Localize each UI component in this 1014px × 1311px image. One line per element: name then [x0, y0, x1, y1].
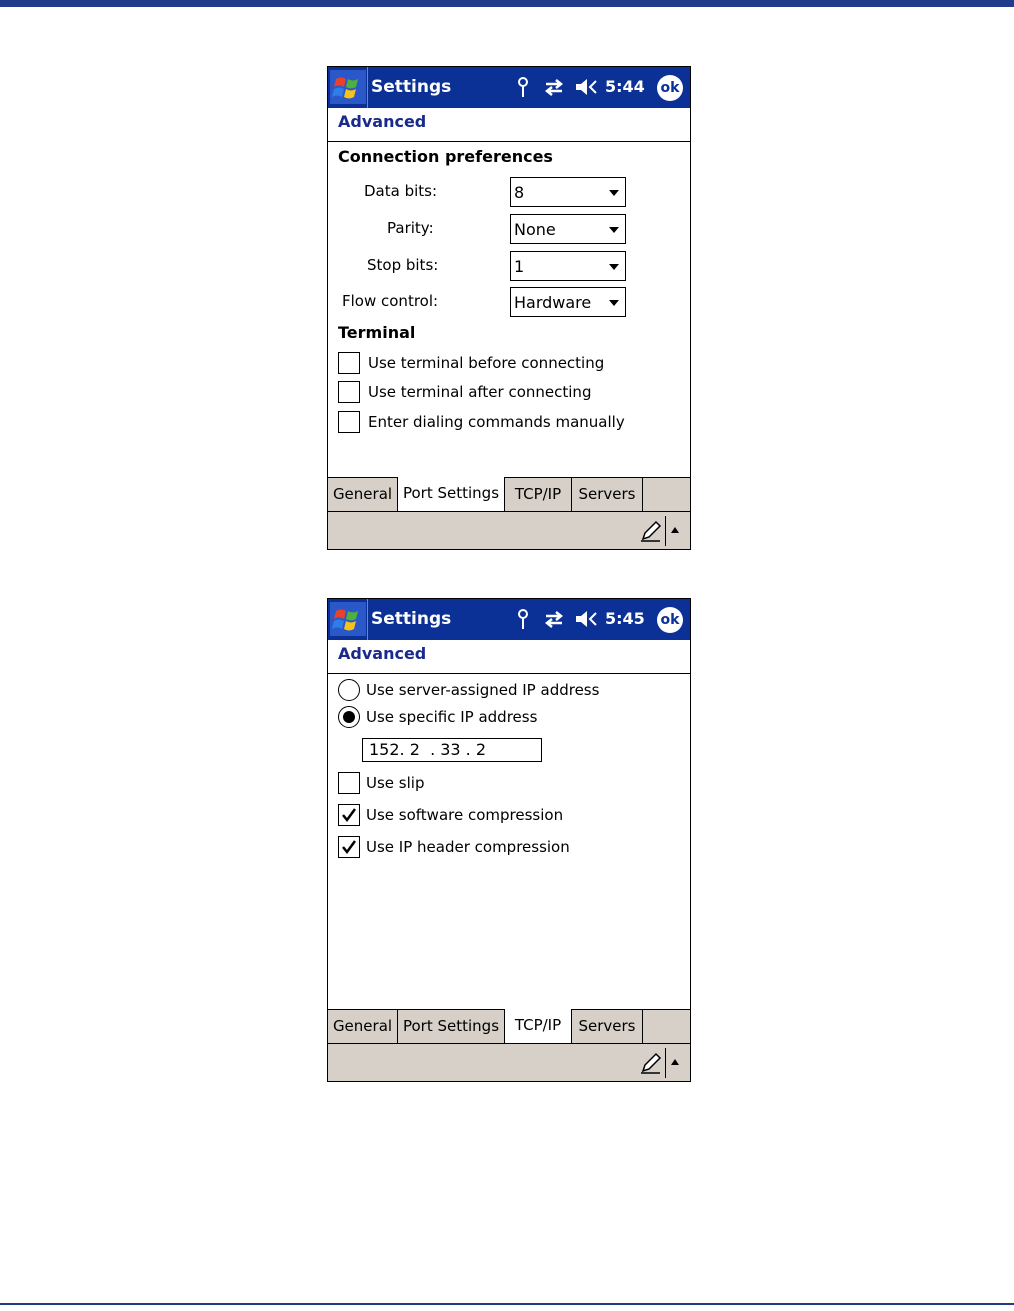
flow-control-value: Hardware	[514, 293, 592, 312]
ok-button[interactable]: ok	[657, 607, 683, 633]
device-screen-tcpip	[327, 598, 691, 1082]
speaker-muted-icon[interactable]	[574, 608, 600, 630]
tab-port-settings[interactable]: Port Settings	[398, 477, 505, 511]
input-menu-arrow-icon[interactable]	[671, 527, 679, 533]
specific-ip-radio[interactable]	[338, 706, 360, 728]
ip-header-compression-checkbox[interactable]	[338, 836, 360, 858]
tab-general[interactable]: General	[328, 478, 398, 511]
pen-input-icon[interactable]	[640, 1052, 662, 1074]
checkmark-icon	[339, 837, 359, 857]
tab-servers[interactable]: Servers	[572, 478, 643, 511]
flow-control-dropdown[interactable]	[510, 287, 626, 317]
software-compression-label: Use software compression	[366, 806, 564, 824]
ok-button[interactable]: ok	[657, 75, 683, 101]
tab-general[interactable]: General	[328, 1010, 398, 1043]
use-terminal-after-checkbox[interactable]	[338, 381, 360, 403]
windows-start-icon[interactable]	[330, 70, 366, 104]
chevron-down-icon	[609, 264, 619, 270]
menu-separator	[665, 1048, 666, 1078]
stop-bits-dropdown[interactable]	[510, 251, 626, 281]
radio-selected-dot	[343, 711, 355, 723]
antenna-icon[interactable]	[515, 608, 531, 630]
manual-dialing-label: Enter dialing commands manually	[368, 413, 625, 431]
tab-bar	[328, 1009, 690, 1043]
menu-bar	[328, 1043, 690, 1081]
data-bits-value: 8	[514, 183, 525, 202]
title-separator	[367, 67, 368, 108]
menu-bar	[328, 511, 690, 549]
tab-tcpip[interactable]: TCP/IP	[505, 478, 572, 511]
use-slip-label: Use slip	[366, 774, 425, 792]
clock[interactable]: 5:44	[605, 77, 645, 96]
software-compression-checkbox[interactable]	[338, 804, 360, 826]
terminal-heading: Terminal	[338, 323, 416, 342]
connectivity-icon[interactable]	[542, 608, 566, 630]
title-bar	[328, 67, 690, 108]
page-heading: Advanced	[338, 112, 427, 131]
server-assigned-ip-label: Use server-assigned IP address	[366, 681, 600, 699]
page-heading: Advanced	[338, 644, 427, 663]
ip-header-compression-label: Use IP header compression	[366, 838, 570, 856]
app-title: Settings	[371, 77, 452, 97]
use-terminal-before-label: Use terminal before connecting	[368, 354, 605, 372]
data-bits-dropdown[interactable]	[510, 177, 626, 207]
chevron-down-icon	[609, 190, 619, 196]
title-separator	[367, 599, 368, 640]
app-title: Settings	[371, 609, 452, 629]
parity-dropdown[interactable]	[510, 214, 626, 244]
page-top-rule	[0, 0, 1014, 7]
use-terminal-after-label: Use terminal after connecting	[368, 383, 592, 401]
manual-dialing-checkbox[interactable]	[338, 411, 360, 433]
heading-divider	[328, 673, 690, 674]
connection-preferences-heading: Connection preferences	[338, 147, 553, 166]
use-terminal-before-checkbox[interactable]	[338, 352, 360, 374]
specific-ip-label: Use specific IP address	[366, 708, 538, 726]
page-bottom-rule	[0, 1303, 1014, 1305]
use-slip-checkbox[interactable]	[338, 772, 360, 794]
menu-separator	[665, 516, 666, 546]
input-menu-arrow-icon[interactable]	[671, 1059, 679, 1065]
tab-tcpip[interactable]: TCP/IP	[505, 1009, 572, 1043]
tab-bar	[328, 477, 690, 511]
data-bits-label: Data bits:	[364, 182, 438, 200]
parity-value: None	[514, 220, 556, 239]
checkmark-icon	[339, 805, 359, 825]
antenna-icon[interactable]	[515, 76, 531, 98]
connectivity-icon[interactable]	[542, 76, 566, 98]
chevron-down-icon	[609, 227, 619, 233]
speaker-muted-icon[interactable]	[574, 76, 600, 98]
device-screen-port-settings	[327, 66, 691, 550]
tab-servers[interactable]: Servers	[572, 1010, 643, 1043]
clock[interactable]: 5:45	[605, 609, 645, 628]
stop-bits-value: 1	[514, 257, 525, 276]
flow-control-label: Flow control:	[342, 292, 439, 310]
chevron-down-icon	[609, 300, 619, 306]
ip-address-field[interactable]: 152. 2 . 33 . 2	[362, 738, 542, 762]
tab-port-settings[interactable]: Port Settings	[398, 1010, 505, 1043]
pen-input-icon[interactable]	[640, 520, 662, 542]
parity-label: Parity:	[387, 219, 434, 237]
windows-start-icon[interactable]	[330, 602, 366, 636]
server-assigned-ip-radio[interactable]	[338, 679, 360, 701]
heading-divider	[328, 141, 690, 142]
title-bar	[328, 599, 690, 640]
stop-bits-label: Stop bits:	[367, 256, 439, 274]
